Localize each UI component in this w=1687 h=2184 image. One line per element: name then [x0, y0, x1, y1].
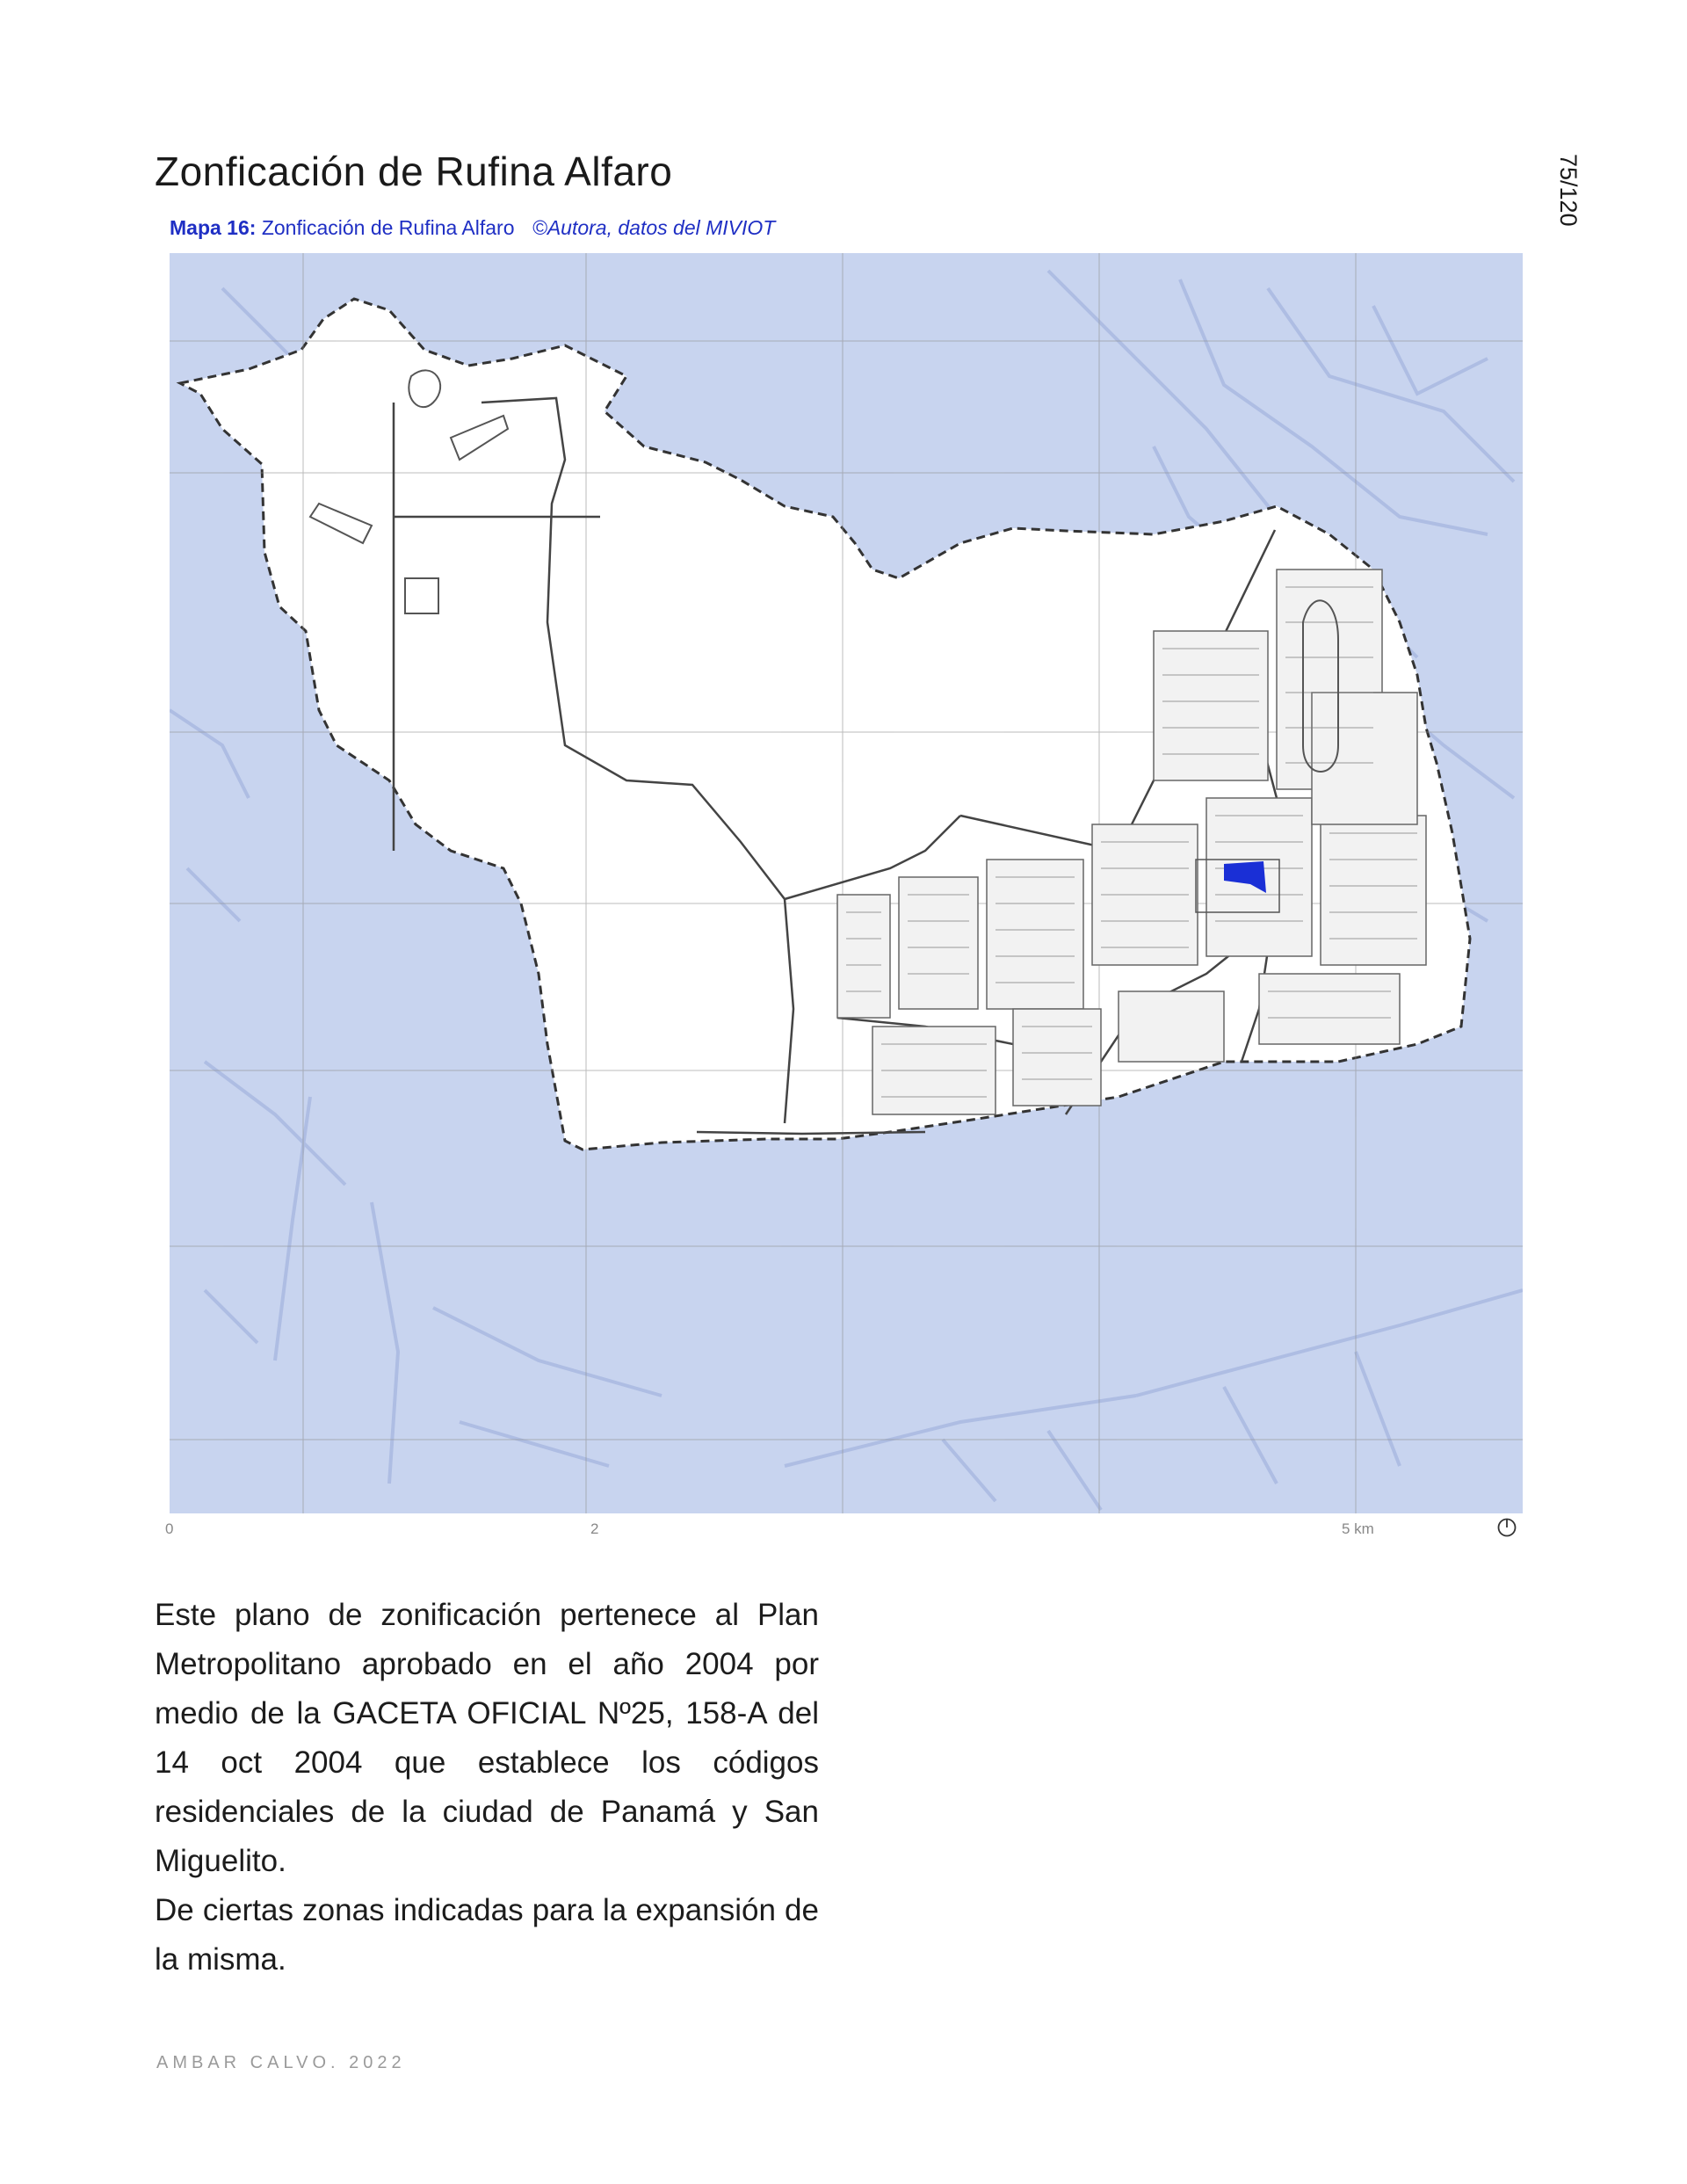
scale-label-5km: 5 km [1342, 1520, 1374, 1537]
page-number: 75/120 [1555, 154, 1582, 227]
map-caption [170, 216, 775, 240]
map-caption-credit: ©Autora, datos del MIVIOT [532, 216, 776, 239]
page-title: Zonficación de Rufina Alfaro [155, 149, 673, 194]
body-text [155, 1591, 819, 1984]
scale-label-0: 0 [165, 1520, 174, 1537]
footer-author: AMBAR CALVO. 2022 [156, 2053, 406, 2072]
body-paragraph-1: Este plano de zonificación pertenece al Plan Metropolitano aprobado en el año 2004 por medio de la GACETA OFICIAL Nº25, 158-A del 14 oct 2004 que establece los códigos residenciales de la ciudad de Panamá y San Miguelito. [155, 1598, 819, 1878]
body-paragraph-2: De ciertas zonas indicadas para la expansión de la misma. [155, 1893, 819, 1977]
map-caption-title: Zonficación de Rufina Alfaro [261, 216, 515, 239]
zoning-map-graphic [170, 253, 1523, 1513]
scale-label-2: 2 [590, 1520, 599, 1537]
north-arrow-icon [1496, 1517, 1517, 1538]
map-caption-label: Mapa 16: [170, 216, 257, 239]
zoning-map [170, 253, 1523, 1513]
